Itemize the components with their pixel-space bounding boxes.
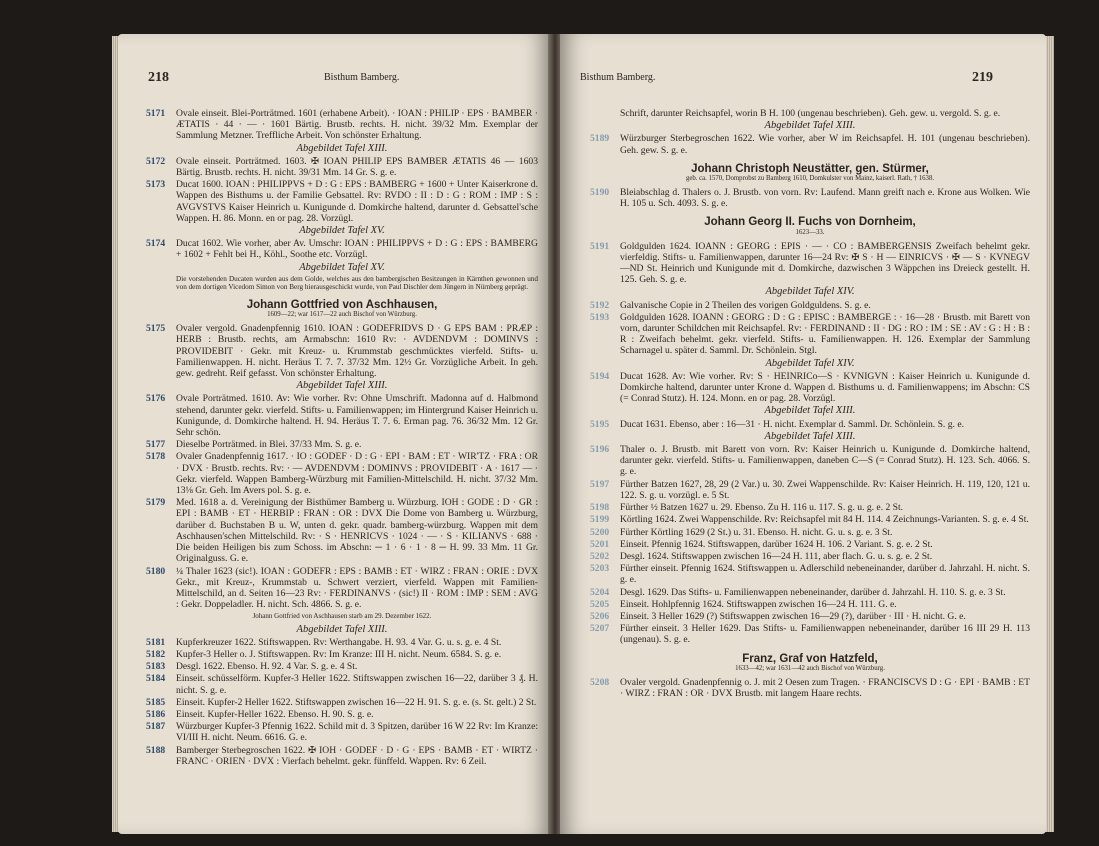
entry-number: 5188 (146, 744, 166, 756)
entry-number: 5185 (146, 696, 166, 708)
catalog-entry (590, 419, 1030, 430)
catalog-entry (146, 238, 538, 260)
entry-number: 5171 (146, 108, 166, 119)
entry-text: Einseit. Pfennig 1624. Stiftswappen, darüber 1624 H. 106. 2 Variant. S. g. e. 2 St. (620, 538, 933, 550)
catalog-entry (146, 697, 538, 708)
catalog-entry (590, 551, 1030, 562)
catalog-entry (590, 300, 1030, 311)
entry-number: 5192 (590, 299, 610, 311)
entry-text: Desgl. 1622. Ebenso. H. 92. 4 Var. S. g. e. 4 St. (176, 661, 358, 673)
entry-number: 5181 (146, 636, 166, 648)
right-page-body (590, 108, 1030, 700)
catalog-entry (590, 444, 1030, 478)
plate-reference: Abgebildet Tafel XIII. (296, 380, 388, 392)
entry-text: Goldgulden 1628. IOANN : GEORG : D : G : EPISC : BAMBERGE : · 16—28 · Brustb. mit Barett von vorn, darunter Schildchen mit Reichsapfel. Rv: · FERDINAND : II · DG : RO : IM : SE : AV : G : H : B : R : Zweifach behelmt. gekr. vierfeld. Stifts- u. Familienwappen. H. 126. Exemplar der Sammlung Scharnagel u. später d. Samml. Dr. Schönlein. Stgl. (620, 311, 1030, 357)
section-dates: geb. ca. 1570, Domprobst zu Bamberg 1610, Domkulster von Mainz, kaiserl. Rath, † 1638. (685, 175, 935, 183)
entry-text: Kupferkreuzer 1622. Stiftswappen. Rv: Werthangabe. H. 93. 4 Var. G. u. s. g. e. 4 St. (176, 636, 502, 648)
catalog-entry (590, 527, 1030, 538)
entry-text: Einseit. schüsselförm. Kupfer-3 Heller 1622. Stiftswappen zwischen 16—22, darüber 3 ₰. H. nicht. S. g. e. (176, 673, 538, 696)
entry-text: Würzburger Kupfer-3 Pfennig 1622. Schild mit d. 3 Spitzen, darüber 16 W 22 Rv: Im Kranze: VI/III H. nicht. Neum. 6616. G. e. (176, 721, 538, 744)
entry-number: 5205 (590, 598, 610, 610)
plate-reference: Abgebildet Tafel XV. (299, 261, 385, 273)
entry-text: Ovale einseit. Blei-Porträtmed. 1601 (erhabene Arbeit). · IOAN : PHILIP · EPS · BAMBER · ÆTATIS · 44 · — · 1601 Bärtig. Brustb. rechts. H. nicht. 39/32 Mm. Exemplar der Sammlung Metzner. Treffliche Arbeit. Von schönster Erhaltung. (176, 108, 538, 142)
catalog-entry (146, 661, 538, 672)
running-head: Bisthum Bamberg. (324, 72, 400, 83)
entry-number: 5182 (146, 648, 166, 660)
entry-number: 5195 (590, 418, 610, 430)
plate-reference: Abgebildet Tafel XV. (299, 225, 385, 237)
section-title: Johann Georg II. Fuchs von Dornheim, (704, 216, 916, 229)
entry-number: 5179 (146, 497, 166, 509)
entry-text: Ovale einseit. Porträtmed. 1603. ✠ IOAN PHILIP EPS BAMBER ÆTATIS 46 — 1603 Bärtig. Brustb. rechts. H. nicht. 39/31 Mm. 14 Gr. S. g. e. (176, 155, 538, 179)
entry-number: 5183 (146, 661, 166, 673)
entry-number: 5187 (146, 721, 166, 733)
left-page-body (146, 108, 538, 768)
catalog-entry (146, 156, 538, 178)
entry-number: 5203 (590, 563, 610, 575)
entry-text: Desgl. 1629. Das Stifts- u. Familienwappen nebeneinander, darüber d. Jahrzahl. H. 110. S. g. e. 3 St. (620, 586, 1006, 598)
entry-number: 5200 (590, 526, 610, 538)
plate-reference: Abgebildet Tafel XIII. (764, 120, 856, 132)
catalog-entry (590, 133, 1030, 155)
entry-number: 5201 (590, 538, 610, 550)
page-number: 219 (972, 70, 993, 85)
entry-number: 5193 (590, 311, 610, 323)
catalog-entry (590, 599, 1030, 610)
catalog-entry (590, 563, 1030, 585)
entry-text: Körtling 1624. Zwei Wappenschilde. Rv: Reichsapfel mit 84 H. 114. 4 Zeichnungs-Varianten. S. g. e. 4 St. (620, 514, 1029, 526)
catalog-entry (146, 179, 538, 224)
catalog-entry (146, 721, 538, 743)
entry-text: Fürther ½ Batzen 1627 u. 29. Ebenso. Zu H. 116 u. 117. S. g. u. g. e. 2 St. (620, 502, 904, 514)
plate-reference: Abgebildet Tafel XIII. (296, 623, 388, 635)
catalog-entry (590, 502, 1030, 513)
entry-text: ¼ Thaler 1623 (sic!). IOAN : GODEFR : EPS : BAMB : ET · WIRZ : FRAN : ORIE : DVX Gekr., mit Kreuz-, Krummstab u. Schwert verziert, vierfeld. Wappen mit Familien-Mittelschild, an d. Seiten 16—23 Rv: · FERDINANVS · (sic!) II · ROM : IMP : SEM : AVG : Gekr. Doppeladler. H. nicht. Sch. 4866. S. g. e. (176, 565, 538, 611)
catalog-entry (590, 371, 1030, 405)
entry-number: 5204 (590, 586, 610, 598)
entry-text: Kupfer-3 Heller o. J. Stiftswappen. Rv: Im Kranze: III H. nicht. Neum. 6584. S. g. e. (176, 648, 502, 660)
entry-text: Fürther einseit. Pfennig 1624. Stiftswappen u. Adlerschild nebeneinander, darüber d. Jahrzahl. H. nicht. S. g. e. (620, 563, 1030, 586)
entry-text: Ovaler Gnadenpfennig 1617. · IO : GODEF · D : G · EPI · BAM : ET · WIR'TZ · FRA : OR · DVX · Brustb. rechts. Rv: · — AVDENDVM : DOMINVS : PROVIDEBIT · A · 1617 — · Gekr. vierfeld. Wappen Bamberg-Würzburg mit Familien-Mittelschild. H. nicht. 37/32 Mm. 13⅛ Gr. Geh. Im Avers pol. S. g. e. (176, 451, 538, 497)
catalog-entry (146, 393, 538, 438)
entry-number: 5177 (146, 439, 166, 451)
section-dates: 1609—22; war 1617—22 auch Bischof von Würzburg. (267, 311, 417, 319)
entry-number: 5173 (146, 179, 166, 191)
page-number: 218 (148, 70, 169, 85)
entry-number: 5196 (590, 444, 610, 456)
entry-number: 5184 (146, 673, 166, 685)
catalog-entry (590, 677, 1030, 699)
catalog-entry (146, 673, 538, 695)
catalog-entry (590, 623, 1030, 645)
entry-text: Bleiabschlag d. Thalers o. J. Brustb. von vorn. Rv: Laufend. Mann greift nach e. Krone aus Wolken. Wie H. 105 u. Sch. 4093. S. g. e. (620, 187, 1030, 210)
catalog-entry (590, 312, 1030, 357)
left-page (118, 34, 550, 834)
entry-number: 5175 (146, 323, 166, 335)
entry-text: Einseit. Hohlpfennig 1624. Stiftswappen zwischen 16—24 H. 111. G. e. (620, 598, 897, 610)
entry-number: 5202 (590, 550, 610, 562)
section-title: Franz, Graf von Hatzfeld, (742, 652, 878, 665)
entry-text: Ducat 1631. Ebenso, aber : 16—31 · H. nicht. Exemplar d. Samml. Dr. Schönlein. S. g. e. (620, 418, 964, 430)
entry-text: Ducat 1600. IOAN : PHILIPPVS + D : G : EPS : BAMBERG + 1600 + Unter Kaiserkrone d. Wappen des Bisthums u. der Familie Gebsattel. Rv: RVDO : II : D : G : ROM : IMP : S : AVGVSTVS Kaiser Heinrich u. Kunigunde d. Domkirche haltend, darunter d. Gebsattel'sche Wappen. H. 86. Monn. en or pag. 28. Vorzügl. (176, 179, 538, 224)
entry-text: Dieselbe Porträtmed. in Blei. 37/33 Mm. S. g. e. (176, 439, 362, 451)
entry-number: 5178 (146, 451, 166, 463)
entry-text: Thaler o. J. Brustb. mit Barett von vorn. Rv: Kaiser Heinrich u. Kunigunde d. Domkirche haltend, darunter gekr. vierfeld. Stifts- u. Familienwappen, daneben C—S (= Conrad Stutz). H. 123. Sch. 4066. S. g. e. (620, 444, 1030, 478)
entry-text: Einseit. 3 Heller 1629 (?) Stiftswappen zwischen 16—29 (?), darüber · III · H. nicht. G. e. (620, 610, 966, 622)
entry-number: 5199 (590, 514, 610, 526)
catalog-entry (146, 323, 538, 379)
entry-text: Bamberger Sterbegroschen 1622. ✠ IOH · GODEF · D · G · EPS · BAMB · ET · WIRTZ · FRANC · ORIEN · DVX : Vierfach behelmt. gekr. fünffeld. Wappen. Rv: 6 Zeil. (176, 744, 538, 767)
entry-text: Ovaler vergold. Gnadenpfennig 1610. IOAN : GODEFRIDVS D · G EPS BAM : PRÆP : HERB : Brustb. rechts, am Armabschn: 1610 Rv: · AVDENDVM : DOMINVS : PROVIDEBIT · Gekr. mit Kreuz- u. Krummstab geschmücktes vierfeld. Stifts- u. Familienwappen. H. nicht. Heräus T. 7. 7. 37/32 Mm. 12½ Gr. Vorzügliche Arbeit. In geh. gew. gedreht. Reif gefasst. Von schönster Erhaltung. (176, 323, 538, 380)
plate-reference: Abgebildet Tafel XIV. (765, 357, 855, 369)
section-dates: 1633—42; war 1631—42 auch Bischof von Würzburg. (735, 664, 885, 672)
entry-number: 5189 (590, 133, 610, 145)
entry-text: Würzburger Sterbegroschen 1622. Wie vorher, aber W im Reichsapfel. H. 101 (ungenau beschrieben). Geh. gew. S. g. e. (620, 133, 1030, 156)
right-page (560, 34, 1046, 834)
catalog-entry (146, 649, 538, 660)
entry-text: Einseit. Kupfer-Heller 1622. Ebenso. H. 90. S. g. e. (176, 708, 374, 720)
running-head: Bisthum Bamberg. (580, 72, 656, 83)
entry-text: Fürther Körtling 1629 (2 St.) u. 31. Ebenso. H. nicht. G. u. s. g. e. 3 St. (620, 526, 893, 538)
entry-remark: Johann Gottfried von Aschhausen starb am 29. Dezember 1622. (252, 612, 432, 621)
entry-text: Desgl. 1624. Stiftswappen zwischen 16—24 H. 111, aber flach. G. u. s. g. e. 2 St. (620, 550, 933, 562)
entry-text: Fürther Batzen 1627, 28, 29 (2 Var.) u. 30. Zwei Wappenschilde. Rv: Kaiser Heinrich. H. 119, 120, 121 u. 122. S. g. u. vorzügl. e. 5 St. (620, 478, 1030, 501)
entry-text: Goldgulden 1624. IOANN : GEORG : EPIS · — · CO : BAMBERGENSIS Zweifach behelmt gekr. vierfeldig. Stifts- u. Familienwappen, darunter 16—24 Rv: ✠ S · H — EINRICVS · ✠ — S · KVNEGV—ND St. Heinrich und Kunigunde mit d. Domkirche, dazwischen 3 Wäppchen ins Dreieck gestellt. H. 125. Geh. S. g. e. (620, 240, 1030, 286)
catalog-entry (590, 514, 1030, 525)
entry-number: 5174 (146, 238, 166, 250)
entries-group (590, 241, 1030, 646)
catalog-entry (146, 566, 538, 611)
entry-number: 5176 (146, 393, 166, 405)
catalog-entry (590, 539, 1030, 550)
entry-text: Galvanische Copie in 2 Theilen des vorigen Goldguldens. S. g. e. (620, 299, 871, 311)
entry-text: Fürther einseit. 3 Heller 1629. Das Stifts- u. Familienwappen nebeneinander, darüber 16 III 29 H. 113 (ungenau). S. g. e. (620, 623, 1030, 646)
entry-number: 5172 (146, 155, 166, 167)
catalog-entry (590, 241, 1030, 286)
entry-number: 5191 (590, 240, 610, 252)
catalog-entry (590, 587, 1030, 598)
entries-group (146, 323, 538, 767)
entries-group (146, 108, 538, 273)
entry-number: 5208 (590, 676, 610, 688)
plate-reference: Abgebildet Tafel XIII. (296, 142, 388, 154)
section-heading (590, 164, 1030, 183)
entry-text: Med. 1618 a. d. Vereinigung der Bisthümer Bamberg u. Würzburg. IOH : GODE : D · GR : EPI : BAMB · ET · HERBIP : FRAN : OR : DVX Die Dome von Bamberg u. Würzburg, darüber d. Buchstaben B u. W, unten d. gekr. quadr. bamberg-würzburg. Wappen mit dem Aschhausen'schen Mittelschild. Rv: · S · HENRICVS · 1024 · — · S · KILIANVS · 688 · Die beiden Heiligen bis zum Schoss. im Abschn: ─ 1 · 6 · 1 · 8 ─ H. 99. 33 Mm. 11 Gr. Originalguss. G. e. (176, 497, 538, 565)
section-title: Johann Christoph Neustätter, gen. Stürmer, (691, 162, 929, 175)
catalog-entry (590, 611, 1030, 622)
catalog-entry (590, 187, 1030, 209)
catalog-entry (146, 451, 538, 496)
entry-number: 5186 (146, 708, 166, 720)
entry-text: Einseit. Kupfer-2 Heller 1622. Stiftswappen zwischen 16—22 H. 91. S. g. e. (s. St. gelt.) 2 St. (176, 696, 537, 708)
entry-number: 5197 (590, 478, 610, 490)
entry-text: Ovaler vergold. Gnadenpfennig o. J. mit 2 Oesen zum Tragen. · FRANCISCVS D : G · EPI · BAMB : ET · WIRZ : FRAN : OR · DVX Brustb. mit langem Haare rechts. (620, 676, 1030, 699)
entry-number: 5207 (590, 623, 610, 635)
entry-number: 5198 (590, 502, 610, 514)
section-heading (590, 217, 1030, 236)
plate-reference: Abgebildet Tafel XIII. (764, 430, 856, 442)
section-dates: 1623—33. (795, 228, 825, 236)
entry-number: 5206 (590, 610, 610, 622)
entry-text: Ducat 1602. Wie vorher, aber Av. Umschr: IOAN : PHILIPPVS + D : G : EPS : BAMBERG + 1602 + Fehlt bei H., Köhl., Soothe etc. Vorzügl. (176, 238, 538, 261)
plate-reference: Abgebildet Tafel XIV. (765, 286, 855, 298)
section-heading (146, 300, 538, 319)
entry-number: 5194 (590, 370, 610, 382)
catalog-entry (590, 479, 1030, 501)
section-heading (590, 654, 1030, 673)
entry-text: Ducat 1628. Av: Wie vorher. Rv: S · HEINRICo—S · KVNIGVN : Kaiser Heinrich u. Kunigunde d. Domkirche haltend, darunter unter Krone d. Wappen d. Bisthums u. d. Familienwappens; im Abschn: CS (= Conrad Stutz). H. 124. Monn. en or pag. 28. Vorzügl. (620, 370, 1030, 405)
continuation-text: Schrift, darunter Reichsapfel, worin B H. 100 (ungenau beschrieben). Geh. gew. u. vergold. S. g. e. (620, 108, 1001, 119)
footnote: Die vorstehenden Ducaten wurden aus dem Golde, welches aus den bambergischen Besitzungen in Kärnthen gewonnen und von dem dortigen Vicedom Simon von Berg hierausgeschickt wurde, von Paul Dischler dem Jüngern in Nürnberg geprägt. (176, 274, 538, 292)
entry-number: 5180 (146, 565, 166, 577)
section-title: Johann Gottfried von Aschhausen, (246, 299, 438, 312)
catalog-entry (146, 439, 538, 450)
entry-text: Ovale Porträtmed. 1610. Av: Wie vorher. Rv: Ohne Umschrift. Madonna auf d. Halbmond stehend, darunter gekr. vierfeld. Stifts- u. Familienwappen; im Hintergrund Kaiser Heinrich u. Kunigunde, d. Domkirche haltend. H. 94. Heräus T. 7. 6. Erman pag. 76. 36/32 Mm. 12 Gr. Sehr schön. (176, 393, 538, 439)
plate-reference: Abgebildet Tafel XIII. (764, 405, 856, 417)
catalog-entry (146, 108, 538, 142)
entry-number: 5190 (590, 187, 610, 199)
catalog-entry (146, 709, 538, 720)
catalog-entry (146, 637, 538, 648)
catalog-entry (146, 497, 538, 564)
catalog-entry (146, 745, 538, 767)
